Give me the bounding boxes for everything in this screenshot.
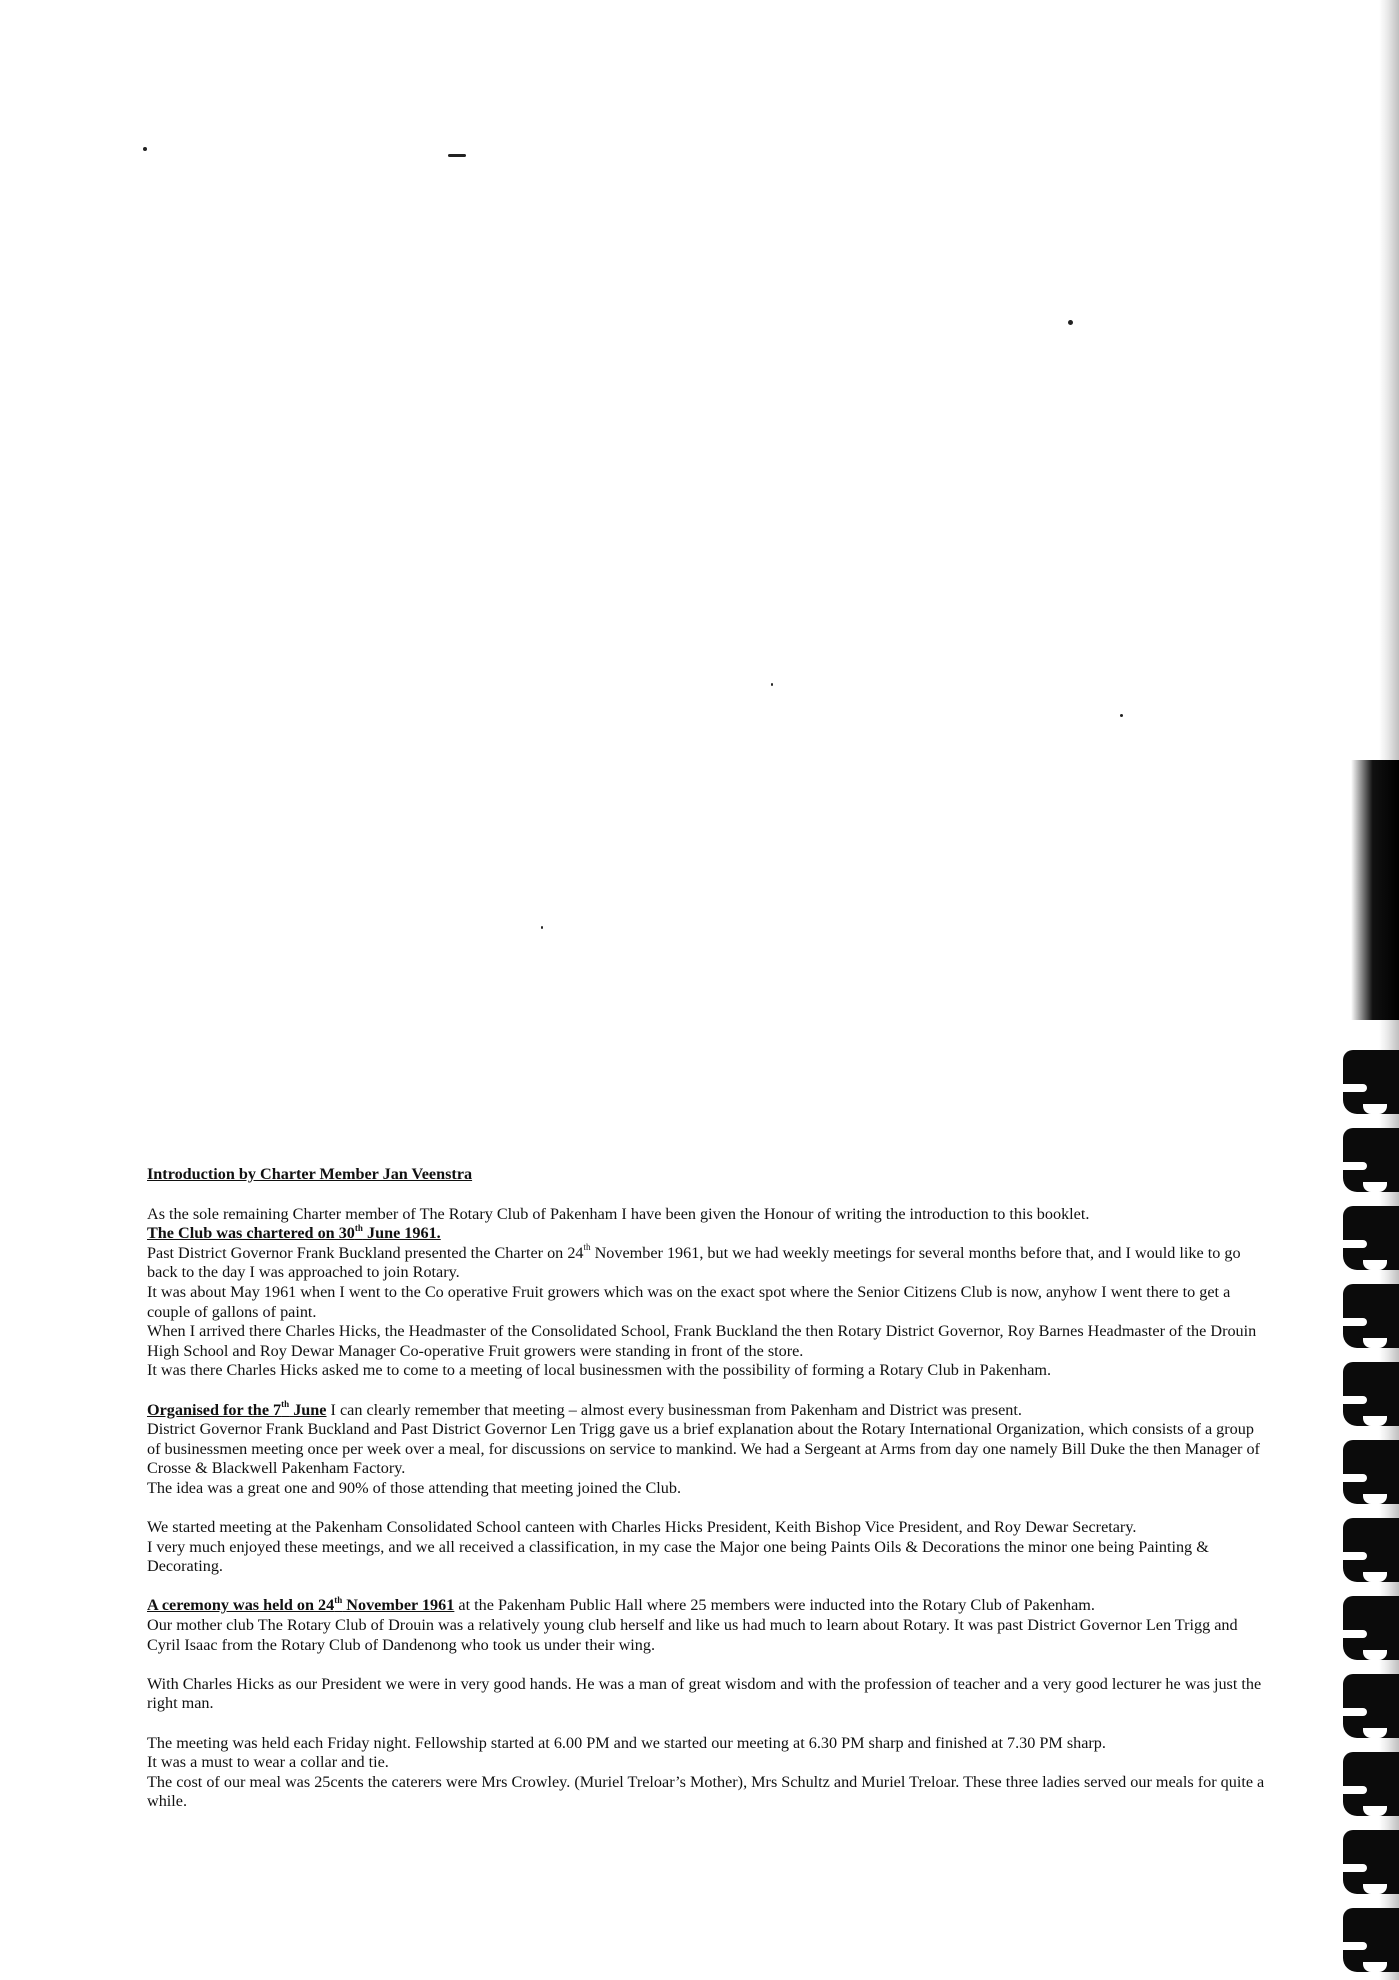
ceremony-date-text: A ceremony was held on 24 xyxy=(147,1596,335,1615)
text-line: It was there Charles Hicks asked me to come to a meeting of local businessmen with the possibility of forming a Rotary Club in Pakenham. xyxy=(147,1361,1052,1380)
text-line: Our mother club The Rotary Club of Drouin was a relatively young club herself and like us had much to learn about Rotary. It was past District Governor Len Trigg and Cyril Isaac from the Rotary Club of Dandenong who took us under their wing. xyxy=(147,1616,1238,1654)
ordinal-suffix: th xyxy=(583,1242,591,1253)
paragraph-5: With Charles Hicks as our President we were in very good hands. He was a man of great wisdom and with the profession of teacher and a very good lecturer he was just the right man. xyxy=(147,1674,1262,1713)
introduction-text xyxy=(147,1165,1267,1812)
text-line: We started meeting at the Pakenham Consolidated School canteen with Charles Hicks President, Keith Bishop Vice President, and Roy Dewar Secretary. xyxy=(147,1518,1137,1537)
text-fragment: at the Pakenham Public Hall where 25 members were inducted into the Rotary Club of Pakenham. xyxy=(454,1596,1095,1615)
text-fragment: Past District Governor Frank Buckland presented the Charter on 24 xyxy=(147,1243,584,1262)
binding-ring xyxy=(1343,1050,1399,1114)
text-line: The cost of our meal was 25cents the caterers were Mrs Crowley. (Muriel Treloar’s Mother), Mrs Schultz and Muriel Treloar. These three ladies served our meals for quite a while. xyxy=(147,1772,1265,1811)
binding-ring xyxy=(1343,1908,1399,1972)
scan-speck xyxy=(771,683,773,686)
ordinal-suffix: th xyxy=(354,1222,363,1233)
text-line: I very much enjoyed these meetings, and we all received a classification, in my case the Major one being Paints Oils & Decorations the minor one being Painting & Decorating. xyxy=(147,1537,1209,1576)
binding-ring xyxy=(1343,1518,1399,1582)
text-line xyxy=(147,1244,1241,1282)
paragraph-3 xyxy=(147,1518,1267,1577)
binding-ring xyxy=(1343,1596,1399,1660)
ceremony-date-text: November 1961 xyxy=(342,1596,455,1615)
binding-shadow xyxy=(1351,760,1399,1020)
meeting-date-text: Organised for the 7 xyxy=(147,1400,282,1419)
paragraph-2 xyxy=(147,1401,1267,1499)
scan-speck xyxy=(1068,320,1073,325)
binding-ring xyxy=(1343,1830,1399,1894)
ceremony-date xyxy=(147,1596,454,1614)
text-line: It was a must to wear a collar and tie. xyxy=(147,1753,389,1772)
meeting-date-text: June xyxy=(289,1400,327,1419)
binding-ring xyxy=(1343,1752,1399,1816)
paragraph-4 xyxy=(147,1596,1267,1655)
text-line: When I arrived there Charles Hicks, the Headmaster of the Consolidated School, Frank Buckland the then Rotary District Governor, Roy Barnes Headmaster of the Drouin High School and Roy Dewar Manager Co-operative Fruit growers were standing in front of the store. xyxy=(147,1322,1257,1360)
paragraph-6 xyxy=(147,1734,1267,1812)
binding-ring xyxy=(1343,1674,1399,1738)
section-heading: Introduction by Charter Member Jan Veenstra xyxy=(147,1165,473,1183)
binding-ring xyxy=(1343,1362,1399,1426)
comb-binding xyxy=(1339,0,1399,1980)
chartered-date-text: The Club was chartered on 30 xyxy=(147,1224,355,1243)
text-line: As the sole remaining Charter member of The Rotary Club of Pakenham I have been given the Honour of writing the introduction to this booklet. xyxy=(147,1204,1090,1223)
binding-ring xyxy=(1343,1284,1399,1348)
chartered-date-text: June 1961. xyxy=(362,1224,441,1243)
text-fragment: November 1961, but we had weekly meetings for several months before that, and I would like to go back to the day I was approached to join Rotary. xyxy=(147,1243,1241,1282)
text-line: District Governor Frank Buckland and Past District Governor Len Trigg gave us a brief explanation about the Rotary International Organization, which consists of a group of businessmen meeting once per week over a meal, for discussions on service to mankind. We had a Sergeant at Arms from day one namely Bill Duke the then Manager of Crosse & Blackwell Pakenham Factory. xyxy=(147,1420,1260,1478)
chartered-date xyxy=(147,1224,441,1242)
text-line: It was about May 1961 when I went to the Co operative Fruit growers which was on the exact spot where the Senior Citizens Club is now, anyhow I went there to get a couple of gallons of paint. xyxy=(147,1282,1231,1321)
ordinal-suffix: th xyxy=(334,1595,343,1606)
scan-speck xyxy=(541,926,543,929)
binding-ring xyxy=(1343,1206,1399,1270)
text-line: The meeting was held each Friday night. Fellowship started at 6.00 PM and we started our meeting at 6.30 PM sharp and finished at 7.30 PM sharp. xyxy=(147,1733,1106,1752)
meeting-date xyxy=(147,1401,327,1419)
scan-speck xyxy=(448,154,466,157)
paragraph-1 xyxy=(147,1205,1267,1381)
text-fragment: I can clearly remember that meeting – almost every businessman from Pakenham and District was present. xyxy=(326,1400,1022,1419)
ordinal-suffix: th xyxy=(281,1399,290,1410)
scan-speck xyxy=(143,147,147,151)
binding-ring xyxy=(1343,1128,1399,1192)
binding-ring xyxy=(1343,1440,1399,1504)
text-line: The idea was a great one and 90% of those attending that meeting joined the Club. xyxy=(147,1478,682,1497)
scan-speck xyxy=(1120,714,1123,717)
